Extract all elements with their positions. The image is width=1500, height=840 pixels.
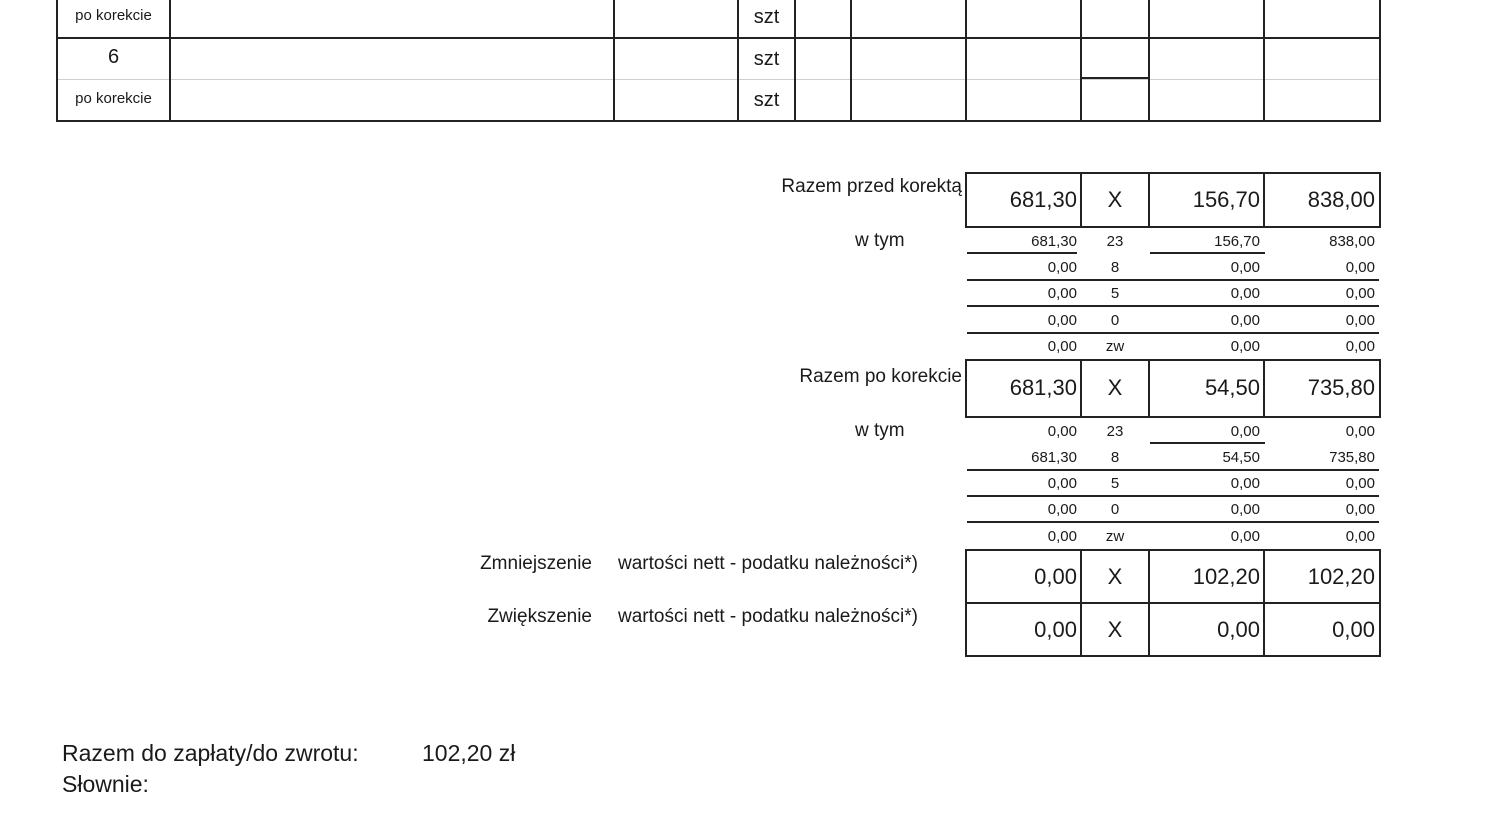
breakdown-rate: 8 bbox=[1110, 259, 1120, 276]
breakdown-vat: 156,70 bbox=[1214, 233, 1260, 250]
breakdown-brutto: 0,00 bbox=[1345, 259, 1375, 276]
col-line bbox=[1080, 0, 1082, 122]
breakdown-netto: 0,00 bbox=[1047, 285, 1077, 302]
box-line bbox=[1379, 359, 1381, 418]
breakdown-netto: 0,00 bbox=[1047, 528, 1077, 545]
underline bbox=[967, 279, 1379, 281]
breakdown-netto: 0,00 bbox=[1047, 423, 1077, 440]
table-border-right bbox=[1379, 0, 1381, 122]
increase-brutto: 0,00 bbox=[1332, 617, 1375, 642]
after-w-tym: w tym bbox=[855, 420, 905, 441]
row-divider bbox=[56, 37, 1381, 39]
box-top bbox=[965, 549, 1381, 551]
underline bbox=[967, 521, 1379, 523]
breakdown-netto: 681,30 bbox=[1031, 233, 1077, 250]
breakdown-vat: 0,00 bbox=[1230, 423, 1260, 440]
breakdown-vat: 0,00 bbox=[1230, 338, 1260, 355]
after-rate: X bbox=[1107, 375, 1123, 400]
decrease-label: Zmniejszenie bbox=[480, 553, 592, 574]
decrease-desc: wartości nett - podatku należności*) bbox=[618, 553, 918, 574]
breakdown-brutto: 735,80 bbox=[1329, 449, 1375, 466]
col-line bbox=[613, 0, 615, 122]
box-bottom bbox=[965, 226, 1381, 228]
row-number: 6 bbox=[107, 46, 120, 68]
col-line bbox=[1148, 0, 1150, 122]
before-rate: X bbox=[1107, 187, 1123, 212]
breakdown-rate: 8 bbox=[1110, 449, 1120, 466]
box-bottom bbox=[965, 655, 1381, 657]
breakdown-brutto: 0,00 bbox=[1345, 338, 1375, 355]
col-line bbox=[965, 0, 967, 122]
total-label: Razem do zapłaty/do zwrotu: bbox=[62, 740, 359, 766]
row-label: po korekcie bbox=[75, 90, 152, 107]
row-unit: szt bbox=[753, 48, 780, 70]
decrease-vat: 102,20 bbox=[1192, 564, 1260, 589]
after-netto: 681,30 bbox=[1009, 375, 1077, 400]
underline bbox=[967, 252, 1077, 254]
breakdown-rate: 5 bbox=[1110, 285, 1120, 302]
breakdown-brutto: 838,00 bbox=[1329, 233, 1375, 250]
after-vat: 54,50 bbox=[1204, 375, 1260, 400]
before-label: Razem przed korektą bbox=[781, 176, 962, 197]
underline bbox=[967, 332, 1379, 334]
before-netto: 681,30 bbox=[1009, 187, 1077, 212]
after-brutto: 735,80 bbox=[1307, 375, 1375, 400]
before-vat: 156,70 bbox=[1192, 187, 1260, 212]
breakdown-vat: 0,00 bbox=[1230, 501, 1260, 518]
breakdown-brutto: 0,00 bbox=[1345, 423, 1375, 440]
box-bottom bbox=[965, 416, 1381, 418]
breakdown-brutto: 0,00 bbox=[1345, 475, 1375, 492]
breakdown-rate: 0 bbox=[1110, 312, 1120, 329]
row-label: po korekcie bbox=[75, 7, 152, 24]
after-label: Razem po korekcie bbox=[799, 366, 962, 387]
col-line bbox=[794, 0, 796, 122]
box-line bbox=[1379, 549, 1381, 657]
breakdown-rate: zw bbox=[1105, 528, 1125, 545]
row-unit: szt bbox=[753, 89, 780, 111]
col-line bbox=[1263, 0, 1265, 122]
breakdown-vat: 0,00 bbox=[1230, 312, 1260, 329]
decrease-brutto: 102,20 bbox=[1307, 564, 1375, 589]
col-line bbox=[850, 0, 852, 122]
table-border-bottom bbox=[56, 120, 1381, 122]
box-top bbox=[965, 172, 1381, 174]
underline bbox=[1150, 252, 1265, 254]
box-top bbox=[965, 359, 1381, 361]
breakdown-rate: 5 bbox=[1110, 475, 1120, 492]
breakdown-brutto: 0,00 bbox=[1345, 528, 1375, 545]
breakdown-netto: 0,00 bbox=[1047, 501, 1077, 518]
box-divider bbox=[965, 602, 1381, 604]
increase-netto: 0,00 bbox=[1034, 617, 1077, 642]
breakdown-brutto: 0,00 bbox=[1345, 501, 1375, 518]
underline bbox=[1150, 442, 1265, 444]
breakdown-rate: 0 bbox=[1110, 501, 1120, 518]
breakdown-rate: zw bbox=[1105, 338, 1125, 355]
breakdown-vat: 0,00 bbox=[1230, 259, 1260, 276]
breakdown-rate: 23 bbox=[1106, 233, 1124, 250]
breakdown-netto: 0,00 bbox=[1047, 259, 1077, 276]
col-line bbox=[169, 0, 171, 122]
decrease-netto: 0,00 bbox=[1034, 564, 1077, 589]
underline bbox=[967, 305, 1379, 307]
box-line bbox=[1379, 172, 1381, 228]
underline bbox=[967, 469, 1379, 471]
row-unit: szt bbox=[753, 6, 780, 28]
breakdown-vat: 54,50 bbox=[1222, 449, 1260, 466]
breakdown-netto: 0,00 bbox=[1047, 312, 1077, 329]
underline bbox=[967, 495, 1379, 497]
total-value: 102,20 zł bbox=[422, 740, 516, 766]
sub-row-divider bbox=[58, 79, 1379, 80]
breakdown-netto: 681,30 bbox=[1031, 449, 1077, 466]
breakdown-vat: 0,00 bbox=[1230, 528, 1260, 545]
increase-vat: 0,00 bbox=[1217, 617, 1260, 642]
breakdown-brutto: 0,00 bbox=[1345, 285, 1375, 302]
decrease-rate: X bbox=[1107, 564, 1123, 589]
increase-desc: wartości nett - podatku należności*) bbox=[618, 606, 918, 627]
breakdown-brutto: 0,00 bbox=[1345, 312, 1375, 329]
increase-rate: X bbox=[1107, 617, 1123, 642]
breakdown-netto: 0,00 bbox=[1047, 475, 1077, 492]
breakdown-rate: 23 bbox=[1106, 423, 1124, 440]
breakdown-netto: 0,00 bbox=[1047, 338, 1077, 355]
breakdown-vat: 0,00 bbox=[1230, 285, 1260, 302]
words-label: Słownie: bbox=[62, 771, 149, 797]
rate-box-line bbox=[1080, 77, 1150, 79]
increase-label: Zwiększenie bbox=[487, 606, 592, 627]
breakdown-vat: 0,00 bbox=[1230, 475, 1260, 492]
before-w-tym: w tym bbox=[855, 230, 905, 251]
before-brutto: 838,00 bbox=[1307, 187, 1375, 212]
